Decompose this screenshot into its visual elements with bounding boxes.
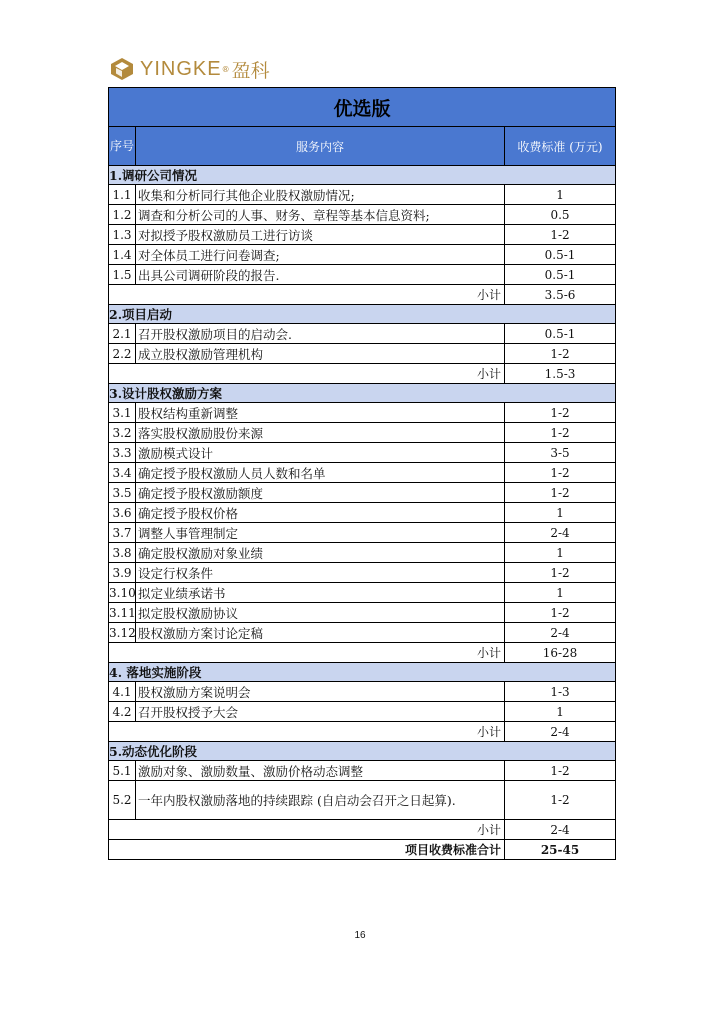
item-number: 5.1 (109, 761, 136, 781)
item-number: 5.2 (109, 781, 136, 820)
item-fee: 0.5-1 (505, 324, 616, 344)
item-description: 拟定业绩承诺书 (136, 583, 505, 603)
section-header-row (109, 742, 616, 761)
item-description: 成立股权激励管理机构 (136, 344, 505, 364)
subtotal-label: 小计 (109, 285, 505, 305)
subtotal-label: 小计 (109, 722, 505, 742)
grand-total-value: 25-45 (505, 840, 616, 860)
section-title: 5.动态优化阶段 (109, 742, 616, 761)
item-fee: 2-4 (505, 623, 616, 643)
item-number: 4.2 (109, 702, 136, 722)
section-title: 1.调研公司情况 (109, 166, 616, 185)
item-description: 召开股权授予大会 (136, 702, 505, 722)
item-description: 股权激励方案讨论定稿 (136, 623, 505, 643)
table-row (109, 443, 616, 463)
item-description: 确定股权激励对象业绩 (136, 543, 505, 563)
column-header-seq: 序号 (109, 127, 136, 166)
item-fee: 1-3 (505, 682, 616, 702)
item-number: 3.5 (109, 483, 136, 503)
brand-name-en: YINGKE (140, 57, 222, 80)
item-description: 对拟授予股权激励员工进行访谈 (136, 225, 505, 245)
table-title-row (109, 88, 616, 127)
item-number: 3.10 (109, 583, 136, 603)
subtotal-value: 2-4 (505, 820, 616, 840)
section-title: 4. 落地实施阶段 (109, 663, 616, 682)
item-fee: 0.5-1 (505, 265, 616, 285)
registered-mark: ® (221, 64, 230, 74)
brand-logo (110, 54, 270, 84)
subtotal-row (109, 820, 616, 840)
item-fee: 1-2 (505, 463, 616, 483)
item-fee: 1-2 (505, 423, 616, 443)
item-description: 激励模式设计 (136, 443, 505, 463)
item-description: 激励对象、激励数量、激励价格动态调整 (136, 761, 505, 781)
table-row (109, 781, 616, 820)
item-description: 确定授予股权价格 (136, 503, 505, 523)
item-description: 一年内股权激励落地的持续跟踪 (自启动会召开之日起算). (136, 781, 505, 820)
table-row (109, 225, 616, 245)
column-header-service: 服务内容 (136, 127, 505, 166)
item-description: 股权结构重新调整 (136, 403, 505, 423)
fee-schedule-table (108, 87, 616, 860)
table-row (109, 503, 616, 523)
subtotal-value: 16-28 (505, 643, 616, 663)
subtotal-row (109, 643, 616, 663)
grand-total-row (109, 840, 616, 860)
table-row (109, 423, 616, 443)
table-row (109, 682, 616, 702)
item-fee: 1-2 (505, 603, 616, 623)
item-number: 3.4 (109, 463, 136, 483)
subtotal-row (109, 364, 616, 384)
table-title: 优选版 (109, 88, 616, 127)
yingke-logo-icon (110, 57, 134, 81)
page-number: 16 (354, 930, 366, 941)
brand-name-cn: 盈科 (231, 59, 270, 82)
table-row (109, 463, 616, 483)
item-fee: 1 (505, 583, 616, 603)
item-number: 1.4 (109, 245, 136, 265)
table-row (109, 403, 616, 423)
item-number: 1.3 (109, 225, 136, 245)
item-fee: 1 (505, 185, 616, 205)
item-description: 拟定股权激励协议 (136, 603, 505, 623)
item-number: 3.12 (109, 623, 136, 643)
item-number: 2.2 (109, 344, 136, 364)
item-description: 召开股权激励项目的启动会. (136, 324, 505, 344)
column-header-fee: 收费标准 (万元) (505, 127, 616, 166)
item-number: 4.1 (109, 682, 136, 702)
item-description: 对全体员工进行问卷调查; (136, 245, 505, 265)
item-fee: 1-2 (505, 781, 616, 820)
table-row (109, 623, 616, 643)
table-row (109, 761, 616, 781)
table-row (109, 344, 616, 364)
item-fee: 0.5 (505, 205, 616, 225)
item-fee: 1-2 (505, 563, 616, 583)
item-number: 3.9 (109, 563, 136, 583)
item-description: 出具公司调研阶段的报告. (136, 265, 505, 285)
subtotal-label: 小计 (109, 820, 505, 840)
item-number: 3.1 (109, 403, 136, 423)
section-header-row (109, 166, 616, 185)
subtotal-label: 小计 (109, 643, 505, 663)
section-title: 3.设计股权激励方案 (109, 384, 616, 403)
item-fee: 1-2 (505, 344, 616, 364)
item-fee: 1-2 (505, 761, 616, 781)
table-row (109, 563, 616, 583)
subtotal-label: 小计 (109, 364, 505, 384)
section-title: 2.项目启动 (109, 305, 616, 324)
subtotal-row (109, 722, 616, 742)
section-header-row (109, 305, 616, 324)
item-number: 3.2 (109, 423, 136, 443)
item-number: 3.7 (109, 523, 136, 543)
subtotal-value: 1.5-3 (505, 364, 616, 384)
item-fee: 1 (505, 702, 616, 722)
table-row (109, 583, 616, 603)
table-row (109, 483, 616, 503)
item-number: 3.3 (109, 443, 136, 463)
item-fee: 1-2 (505, 225, 616, 245)
item-number: 1.2 (109, 205, 136, 225)
item-number: 3.11 (109, 603, 136, 623)
item-description: 调查和分析公司的人事、财务、章程等基本信息资料; (136, 205, 505, 225)
item-fee: 1-2 (505, 403, 616, 423)
item-number: 3.6 (109, 503, 136, 523)
section-header-row (109, 663, 616, 682)
item-description: 确定授予股权激励额度 (136, 483, 505, 503)
subtotal-value: 2-4 (505, 722, 616, 742)
item-fee: 1-2 (505, 483, 616, 503)
table-row (109, 603, 616, 623)
item-fee: 0.5-1 (505, 245, 616, 265)
item-description: 收集和分析同行其他企业股权激励情况; (136, 185, 505, 205)
item-fee: 3-5 (505, 443, 616, 463)
table-row (109, 185, 616, 205)
item-number: 1.1 (109, 185, 136, 205)
table-row (109, 324, 616, 344)
table-header-row (109, 127, 616, 166)
item-number: 2.1 (109, 324, 136, 344)
item-number: 3.8 (109, 543, 136, 563)
subtotal-row (109, 285, 616, 305)
table-row (109, 543, 616, 563)
grand-total-label: 项目收费标准合计 (109, 840, 505, 860)
table-row (109, 702, 616, 722)
table-row (109, 523, 616, 543)
item-description: 股权激励方案说明会 (136, 682, 505, 702)
item-description: 落实股权激励股份来源 (136, 423, 505, 443)
item-fee: 1 (505, 503, 616, 523)
item-description: 确定授予股权激励人员人数和名单 (136, 463, 505, 483)
item-description: 调整人事管理制定 (136, 523, 505, 543)
section-header-row (109, 384, 616, 403)
table-row (109, 205, 616, 225)
item-fee: 1 (505, 543, 616, 563)
item-description: 设定行权条件 (136, 563, 505, 583)
item-number: 1.5 (109, 265, 136, 285)
table-row (109, 265, 616, 285)
table-row (109, 245, 616, 265)
subtotal-value: 3.5-6 (505, 285, 616, 305)
item-fee: 2-4 (505, 523, 616, 543)
